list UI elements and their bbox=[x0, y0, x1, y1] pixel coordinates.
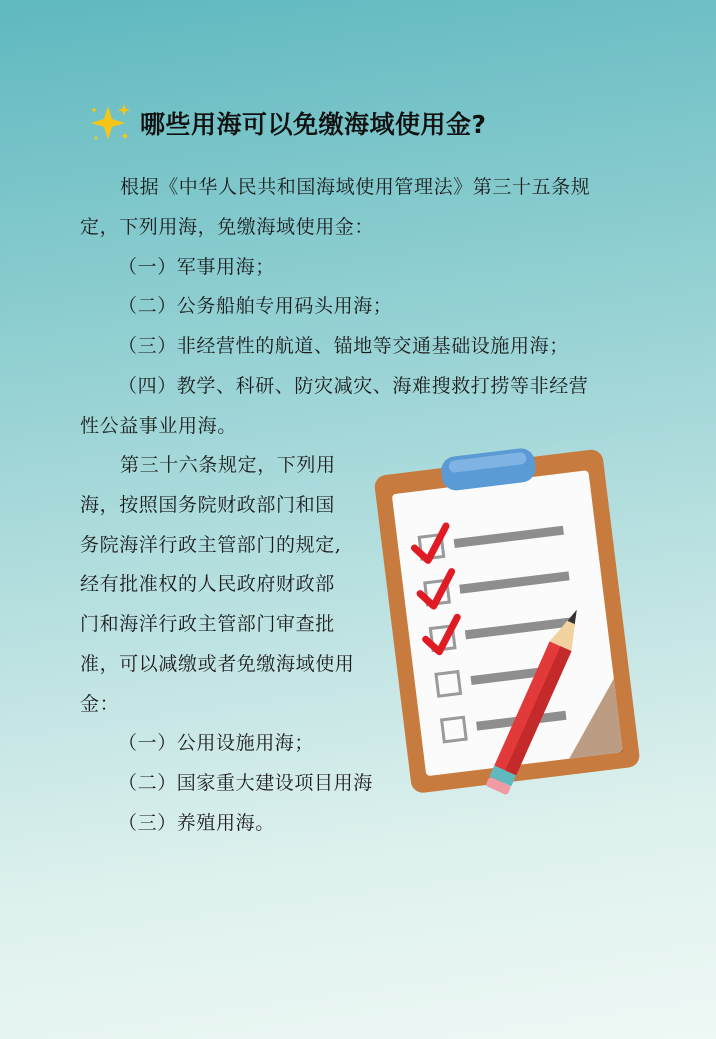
paragraph-line: 准，可以减缴或者免缴海域使用 bbox=[80, 653, 355, 675]
paragraph-line: 海，按照国务院财政部门和国 bbox=[80, 494, 335, 516]
list-item: （三）非经营性的航道、锚地等交通基础设施用海； bbox=[118, 335, 569, 357]
paragraph-line: 第三十六条规定，下列用 bbox=[120, 454, 336, 476]
clipboard-checklist-icon bbox=[372, 440, 662, 800]
paragraph-line: 金： bbox=[80, 693, 120, 715]
paragraph-line: 门和海洋行政主管部门审查批 bbox=[80, 613, 335, 635]
list-item: （四）教学、科研、防灾减灾、海难搜救打捞等非经营 bbox=[118, 375, 589, 397]
list-item: （二）公务船舶专用码头用海； bbox=[118, 295, 393, 317]
page-title: 哪些用海可以免缴海域使用金? bbox=[140, 110, 487, 139]
paragraph-line: 务院海洋行政主管部门的规定, bbox=[80, 534, 342, 556]
list-item: （二）国家重大建设项目用海 bbox=[118, 772, 373, 794]
list-item: （三）养殖用海。 bbox=[118, 812, 275, 834]
paragraph-line: 根据《中华人民共和国海域使用管理法》第三十五条规 bbox=[120, 176, 591, 198]
paragraph-line: 定，下列用海，免缴海域使用金： bbox=[80, 216, 375, 238]
list-item-continuation: 性公益事业用海。 bbox=[80, 415, 237, 437]
title-row bbox=[86, 100, 487, 146]
paragraph-line: 经有批准权的人民政府财政部 bbox=[80, 573, 335, 595]
sparkle-icon bbox=[86, 100, 134, 146]
list-item: （一）军事用海； bbox=[118, 256, 275, 278]
list-item: （一）公用设施用海； bbox=[118, 732, 315, 754]
